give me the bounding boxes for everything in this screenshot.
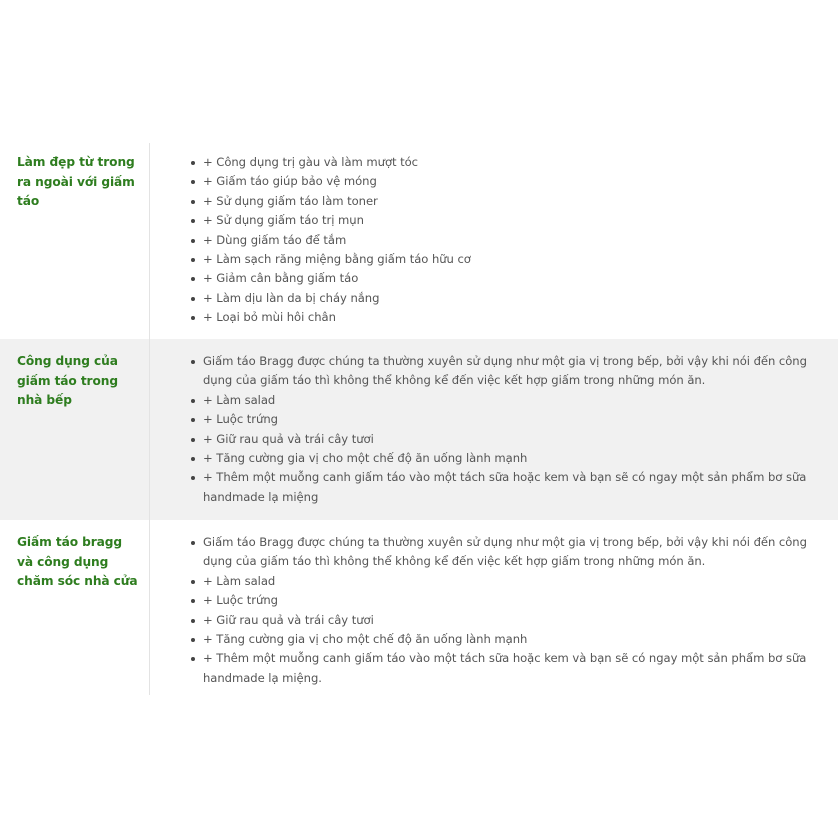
- list-item: + Dùng giấm táo để tắm: [191, 231, 818, 250]
- section-heading: Làm đẹp từ trong ra ngoài với giấm táo: [0, 143, 150, 339]
- section-content: [150, 520, 838, 695]
- bullet-list: [191, 533, 818, 688]
- list-item: + Loại bỏ mùi hôi chân: [191, 308, 818, 327]
- list-item: + Luộc trứng: [191, 591, 818, 610]
- list-item: + Thêm một muỗng canh giấm táo vào một tách sữa hoặc kem và bạn sẽ có ngay một sản phẩm bơ sữa handmade lạ miệng: [191, 468, 818, 507]
- list-item: Giấm táo Bragg được chúng ta thường xuyên sử dụng như một gia vị trong bếp, bởi vậy khi nói đến công dụng của giấm táo thì không thể không kể đến việc kết hợp giấm trong những món ăn.: [191, 352, 818, 391]
- list-item: + Công dụng trị gàu và làm mượt tóc: [191, 153, 818, 172]
- section-heading: Giấm táo bragg và công dụng chăm sóc nhà cửa: [0, 520, 150, 695]
- bullet-list: [191, 153, 818, 328]
- list-item: + Giảm cân bằng giấm táo: [191, 269, 818, 288]
- list-item: + Giữ rau quả và trái cây tươi: [191, 430, 818, 449]
- section-heading: Công dụng của giấm táo trong nhà bếp: [0, 339, 150, 520]
- list-item: Giấm táo Bragg được chúng ta thường xuyên sử dụng như một gia vị trong bếp, bởi vậy khi nói đến công dụng của giấm táo thì không thể không kể đến việc kết hợp giấm trong những món ăn.: [191, 533, 818, 572]
- list-item: + Tăng cường gia vị cho một chế độ ăn uống lành mạnh: [191, 630, 818, 649]
- section-content: [150, 339, 838, 520]
- section-content: [150, 143, 838, 339]
- list-item: + Làm salad: [191, 572, 818, 591]
- list-item: + Thêm một muỗng canh giấm táo vào một tách sữa hoặc kem và bạn sẽ có ngay một sản phẩm bơ sữa handmade lạ miệng.: [191, 649, 818, 688]
- section-row-beauty: [0, 143, 838, 339]
- list-item: + Luộc trứng: [191, 410, 818, 429]
- list-item: + Làm sạch răng miệng bằng giấm táo hữu cơ: [191, 250, 818, 269]
- list-item: + Làm salad: [191, 391, 818, 410]
- uses-table: [0, 143, 838, 695]
- list-item: + Làm dịu làn da bị cháy nắng: [191, 289, 818, 308]
- bullet-list: [191, 352, 818, 507]
- list-item: + Giấm táo giúp bảo vệ móng: [191, 172, 818, 191]
- list-item: + Tăng cường gia vị cho một chế độ ăn uống lành mạnh: [191, 449, 818, 468]
- list-item: + Sử dụng giấm táo trị mụn: [191, 211, 818, 230]
- list-item: + Giữ rau quả và trái cây tươi: [191, 611, 818, 630]
- section-row-kitchen: [0, 339, 838, 520]
- section-row-home-care: [0, 520, 838, 695]
- list-item: + Sử dụng giấm táo làm toner: [191, 192, 818, 211]
